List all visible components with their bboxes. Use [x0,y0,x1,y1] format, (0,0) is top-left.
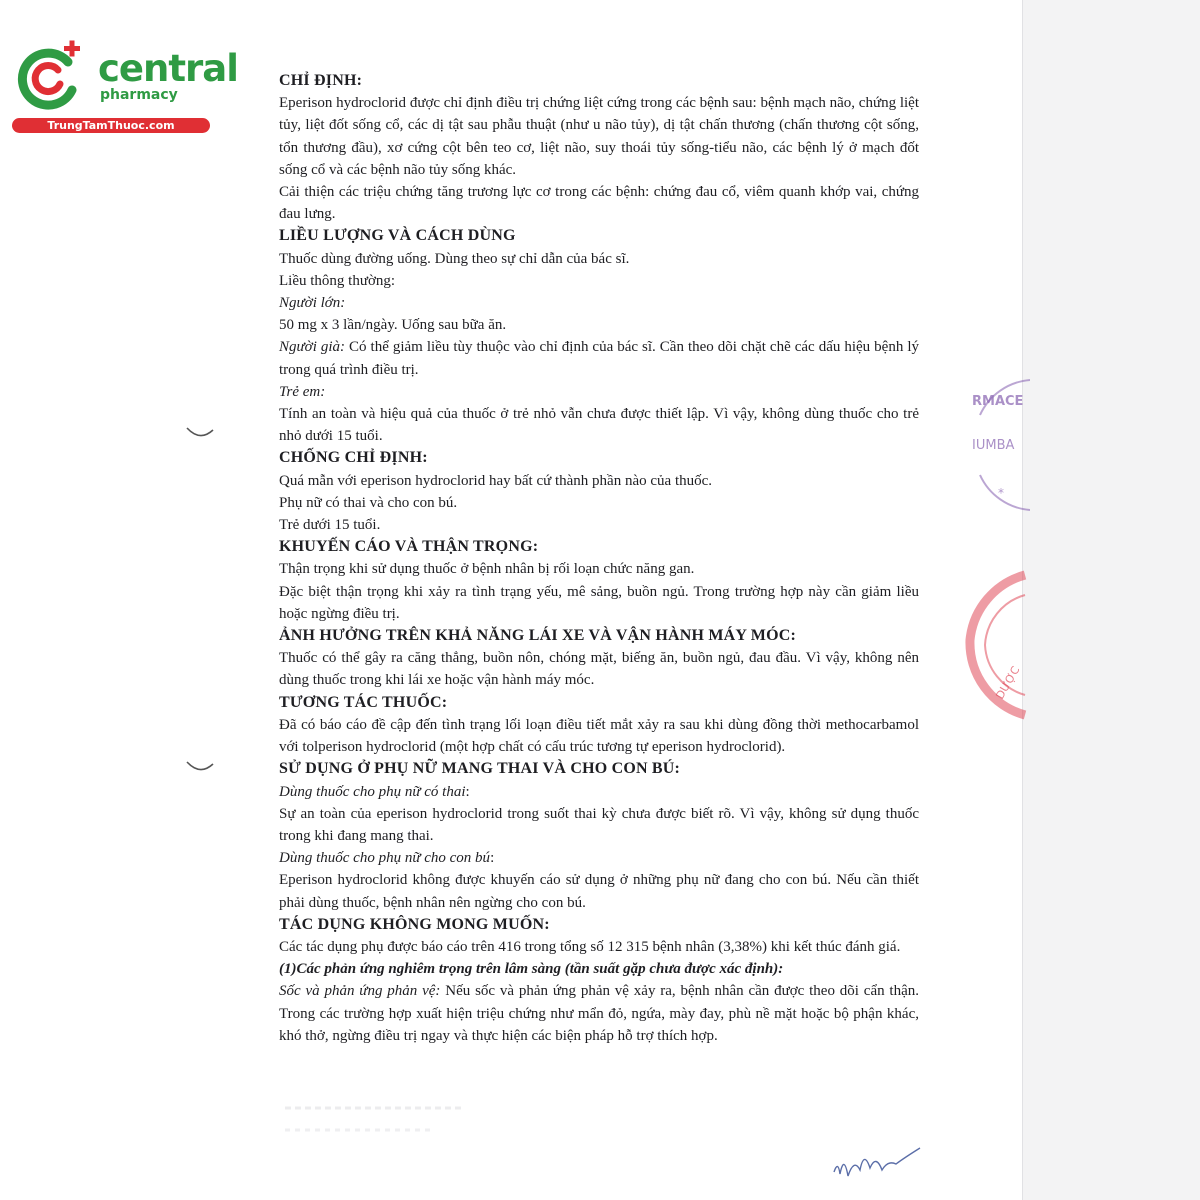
paragraph: Thuốc dùng đường uống. Dùng theo sự chỉ dẫn của bác sĩ. [279,250,630,267]
stamp-text: IUMBA [972,438,1015,453]
logo-wordmark: central [98,47,238,90]
hole-punch-mark [185,426,215,440]
faint-bleed-through [285,1100,485,1160]
paragraph: Trẻ dưới 15 tuổi. [279,517,381,534]
subheading-breastfeeding: Dùng thuốc cho phụ nữ cho con bú: [279,850,495,867]
subheading-children: Trẻ em: [279,383,326,400]
text-elderly: Có thể giảm liều tùy thuộc vào chỉ định của bác sĩ. Cần theo dõi chặt chẽ các dấu hiệu bệnh lý trong quá trình điều trị. [279,339,919,378]
paragraph: Phụ nữ có thai và cho con bú. [279,494,458,511]
svg-text:*: * [998,486,1004,500]
heading-warnings: KHUYẾN CÁO VÀ THẬN TRỌNG: [279,538,539,556]
heading-interactions: TƯƠNG TÁC THUỐC: [279,693,448,711]
heading-contraindications: CHỐNG CHỈ ĐỊNH: [279,449,428,467]
logo-c-icon [10,40,90,110]
paragraph: Tính an toàn và hiệu quả của thuốc ở trẻ nhỏ vẫn chưa được thiết lập. Vì vậy, không dùng thuốc cho trẻ nhỏ dưới 15 tuổi. [279,406,919,445]
label-shock: Sốc và phản ứng phản vệ: [279,983,441,1000]
heading-driving: ẢNH HƯỞNG TRÊN KHẢ NĂNG LÁI XE VÀ VẬN HÀNH MÁY MÓC: [279,627,797,645]
subheading-adults: Người lớn: [279,295,346,312]
paragraph: Các tác dụng phụ được báo cáo trên 416 trong tổng số 12 315 bệnh nhân (3,38%) khi kết thúc đánh giá. [279,938,901,955]
stamp-text: RMACE [972,394,1024,409]
red-stamp [950,570,1030,720]
heading-side-effects: TÁC DỤNG KHÔNG MONG MUỐN: [279,915,550,933]
paragraph: 50 mg x 3 lần/ngày. Uống sau bữa ăn. [279,317,507,334]
heading-dosage: LIỀU LƯỢNG VÀ CÁCH DÙNG [279,227,516,245]
paragraph-elderly [279,336,919,380]
paragraph: Quá mẫn với eperison hydroclorid hay bất cứ thành phần nào của thuốc. [279,472,713,489]
paragraph: Thận trọng khi sử dụng thuốc ở bệnh nhân bị rối loạn chức năng gan. [279,561,695,578]
paragraph: Eperison hydroclorid không được khuyến cáo sử dụng ở những phụ nữ đang cho con bú. Nếu cần thiết phải dùng thuốc, bệnh nhân nên ngừng cho con bú. [279,872,919,911]
paragraph: Đã có báo cáo đề cập đến tình trạng lối loạn điều tiết mắt xảy ra sau khi dùng đồng thời methocarbamol với tolperison hydroclorid (một hợp chất có cấu trúc tương tự eperison hydroclorid). [279,716,919,756]
page-edge [1022,0,1200,1200]
leaflet-content [279,70,919,1047]
logo-subtitle: pharmacy [100,87,178,103]
paragraph: Sự an toàn của eperison hydroclorid trong suốt thai kỳ chưa được biết rõ. Vì vậy, không sử dụng thuốc trong khi đang mang thai. [279,805,919,844]
purple-stamp [960,375,1030,515]
heading-indications: CHỈ ĐỊNH: [279,72,363,89]
signature [830,1140,925,1185]
paragraph: Liều thông thường: [279,272,396,289]
logo-site-link[interactable]: TrungTamThuoc.com [12,118,210,133]
central-pharmacy-logo [10,38,238,138]
hole-punch-mark [185,760,215,774]
stamp-text: DƯỢC [993,664,1023,702]
paragraph: Cải thiện các triệu chứng tăng trương lực cơ trong các bệnh: chứng đau cổ, viêm quanh khớp vai, chứng đau lưng. [279,184,919,223]
paragraph: Đặc biệt thận trọng khi xảy ra tình trạng yếu, mê sảng, buồn ngủ. Trong trường hợp này cần giảm liều hoặc ngừng điều trị. [279,583,919,622]
paragraph: Eperison hydroclorid được chỉ định điều trị chứng liệt cứng trong các bệnh sau: bệnh mạch não, chứng liệt tủy, liệt đốt sống cổ, các dị tật sau phẫu thuật (như u não tủy), dị tật chấn thương (chấn thương cột sống, tổn thương đầu), xơ cứng cột bên teo cơ, liệt não, suy thoái tủy sống-tiểu não, các bệnh lý ở mạch đốt sống cổ và các bệnh não tủy sống khác. [279,95,919,178]
heading-pregnancy: SỬ DỤNG Ở PHỤ NỮ MANG THAI VÀ CHO CON BÚ: [279,760,681,778]
paragraph: Thuốc có thể gây ra căng thẳng, buồn nôn, chóng mặt, biếng ăn, buồn ngủ, đau đầu. Vì vậy, không nên dùng thuốc trong khi lái xe hoặc vận hành máy móc. [279,650,919,689]
text-shock: Nếu sốc và phản ứng phản vệ xảy ra, bệnh nhân cần được theo dõi cẩn thận. Trong các trường hợp xuất hiện triệu chứng như mẩn đỏ, ngứa, mày đay, phù nề mặt hoặc bộ phận khác, khó thở, ngừng điều trị ngay và thực hiện các biện pháp hỗ trợ thích hợp. [279,983,919,1044]
label-elderly: Người già: [279,339,346,356]
paragraph-shock [279,980,919,1047]
subheading-pregnant: Dùng thuốc cho phụ nữ có thai: [279,783,470,800]
subheading-serious-reactions: (1)Các phản ứng nghiêm trọng trên lâm sàng (tần suất gặp chưa được xác định): [279,961,784,978]
